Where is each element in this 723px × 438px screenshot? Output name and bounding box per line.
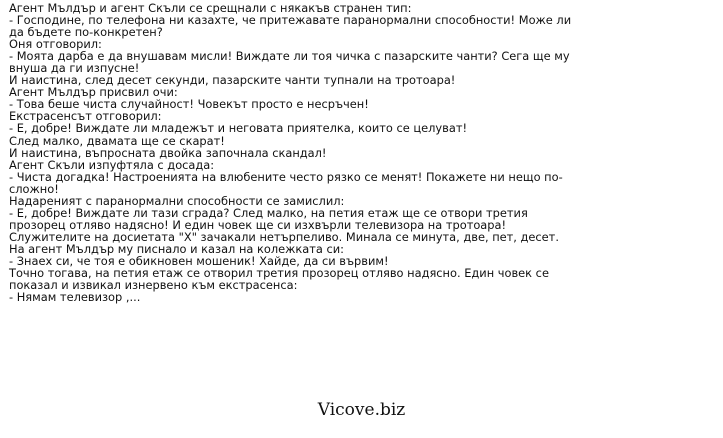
joke-line: - Нямам телевизор ,... bbox=[9, 290, 141, 305]
joke-line: Екстрасенсът отговорил: bbox=[9, 109, 162, 124]
joke-line: И наистина, след десет секунди, пазарските чанти тупнали на тротоара! bbox=[9, 73, 456, 88]
joke-line: Служителите на досиетата "Х" зачакали нетърпеливо. Минала се минута, две, пет, десет. bbox=[9, 229, 559, 244]
joke-line: Оня отговорил: bbox=[9, 37, 102, 52]
joke-line: - Е, добре! Виждате ли тази сграда? След малко, на петия етаж ще се отвори третия прозорец отляво надясно! И един човек ще си изхвърли телевизора на тротоара! bbox=[9, 205, 528, 232]
joke-line: След малко, двамата ще се скарат! bbox=[9, 133, 225, 148]
joke-line: - Моята дарба е да внушавам мисли! Виждате ли тоя чичка с пазарските чанти? Сега ще му внуша да ги изпусне! bbox=[9, 49, 570, 76]
joke-line: Агент Скъли изпуфтяла с досада: bbox=[9, 157, 215, 172]
joke-line: На агент Мълдър му писнало и казал на колежката си: bbox=[9, 241, 345, 256]
joke-line: Надареният с паранормални способности се замислил: bbox=[9, 193, 345, 208]
site-watermark: Vicove.biz bbox=[317, 400, 406, 420]
joke-line: - Е, добре! Виждате ли младежът и неговата приятелка, които се целуват! bbox=[9, 121, 468, 136]
joke-line: - Чиста догадка! Настроенията на влюбените често рязко се менят! Покажете ни нещо по-сложно! bbox=[9, 169, 563, 196]
joke-line: - Знаех си, че тоя е обикновен мошеник! Хайде, да си вървим! bbox=[9, 253, 389, 268]
joke-text bbox=[9, 2, 584, 303]
joke-line: Агент Мълдър присвил очи: bbox=[9, 85, 178, 100]
joke-line: - Това беше чиста случайност! Човекът просто е несръчен! bbox=[9, 97, 369, 112]
joke-line: Точно тогава, на петия етаж се отворил третия прозорец отляво надясно. Един човек се показал и извикал изнервено към екстрасенса: bbox=[9, 266, 549, 293]
joke-line: И наистина, въпросната двойка започнала скандал! bbox=[9, 145, 327, 160]
joke-line: Агент Мълдър и агент Скъли се срещнали с някакъв странен тип: bbox=[9, 1, 412, 15]
joke-line: - Господине, по телефона ни казахте, че притежавате паранормални способности! Може ли да бъдете по-конкретен? bbox=[9, 13, 572, 40]
